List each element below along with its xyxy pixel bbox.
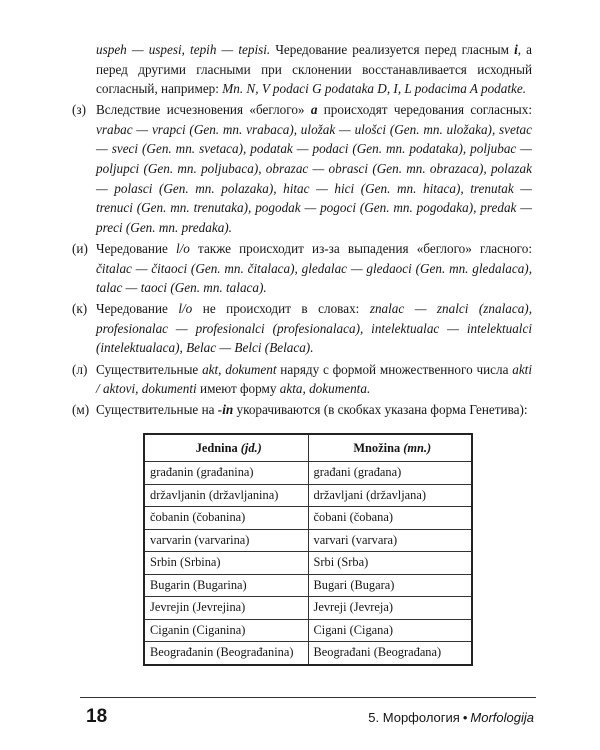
text: происходят чередования согласных:	[317, 102, 532, 118]
table-row	[144, 619, 472, 642]
table-row	[144, 642, 472, 665]
column-header-singular	[144, 434, 308, 462]
item-label: (л)	[72, 361, 88, 377]
table-row	[144, 507, 472, 530]
singular-cell: Beograđanin (Beograđanina)	[144, 642, 308, 665]
example-forms: akta, dokumenta.	[279, 381, 371, 397]
example-words: čitalac — čitaoci (Gen. mn. čitalaca), gledalac — gledaoci (Gen. mn. gledalaca), talac — taoci (Gen. mn. talaca).	[96, 260, 532, 296]
plural-cell: varvari (varvara)	[308, 529, 472, 552]
list-item-m	[72, 400, 532, 420]
plural-cell: Jevreji (Jevreja)	[308, 597, 472, 620]
singular-cell: varvarin (varvarina)	[144, 529, 308, 552]
text: Существительные на	[96, 402, 218, 418]
fleeting-vowel: a	[310, 102, 318, 118]
plural-cell: čobani (čobana)	[308, 507, 472, 530]
plural-cell: državljani (državljana)	[308, 484, 472, 507]
singular-cell: građanin (građanina)	[144, 462, 308, 485]
table-body	[144, 462, 472, 665]
table-row	[144, 552, 472, 575]
example-forms: Mn. N, V podaci G podataka D, I, L podacima A podatke.	[222, 81, 527, 97]
text: наряду с формой множественного числа	[276, 361, 513, 377]
list-item-k	[72, 299, 533, 358]
plural-cell: Beograđani (Beograđana)	[308, 642, 472, 665]
item-label: (к)	[72, 301, 88, 317]
example-words: vrabac — vrapci (Gen. mn. vrabaca), uložak — ulošci (Gen. mn. uložaka), svetac — sveci (Gen. mn. svetaca), podatak — podaci (Gen. mn. podataka), poljubac — poljupci (Gen. mn. poljubaca), obrazac — obrasci (Gen. mn. obrazaca), polazak — polasci (Gen. mn. polazaka), hitac — hici (Gen. mn. hitaca), trenutak — trenuci (Gen. mn. trenutaka), pogodak — pogoci (Gen. mn. pogodaka), predak — preci (Gen. mn. predaka).	[96, 121, 532, 235]
text: Существительные	[96, 361, 203, 377]
suffix: -in	[217, 402, 234, 418]
text: Jednina	[195, 440, 241, 455]
singular-cell: državljanin (državljanina)	[144, 484, 308, 507]
singular-cell: Ciganin (Ciganina)	[144, 619, 308, 642]
table-row	[144, 597, 472, 620]
text: Чередование	[96, 240, 176, 256]
example-words: znalac — znalci (znalaca), profesionalac — profesionalci (profesionalaca), intelektualac — intelektualci (intelektualaca), Belac — Belci (Belaca).	[96, 301, 533, 356]
item-label: (и)	[72, 240, 88, 256]
running-footer	[368, 710, 534, 725]
chapter-title-latin: Morfologija	[470, 710, 534, 725]
declension-table	[143, 433, 473, 666]
text: Množina	[353, 440, 404, 455]
item-label: (м)	[72, 402, 90, 418]
table-row	[144, 462, 472, 485]
plural-cell: građani (građana)	[308, 462, 472, 485]
table-row	[144, 484, 472, 507]
table-row	[144, 529, 472, 552]
text: укорачиваются (в скобках указана форма Генетива):	[233, 402, 528, 418]
text: не происходит в словах:	[192, 301, 370, 317]
plural-cell: Cigani (Cigana)	[308, 619, 472, 642]
table	[143, 433, 473, 666]
text: также происходит из-за выпадения «беглого» гласного:	[189, 240, 532, 256]
table-header-row	[144, 434, 472, 462]
text: имеют форму	[196, 381, 280, 397]
text: Вследствие исчезновения «беглого»	[96, 102, 311, 118]
page-number: 18	[86, 706, 108, 727]
example-words: uspeh — uspesi, tepih — tepisi.	[96, 42, 271, 57]
footer-divider	[80, 697, 536, 698]
text: Чередование	[96, 301, 179, 317]
paragraph-continuation	[96, 40, 532, 99]
example-words: akt, dokument	[202, 361, 277, 377]
abbreviation: (mn.)	[403, 440, 432, 455]
singular-cell: čobanin (čobanina)	[144, 507, 308, 530]
singular-cell: Jevrejin (Jevrejina)	[144, 597, 308, 620]
abbreviation: (jd.)	[240, 440, 262, 455]
column-header-plural	[308, 434, 472, 462]
separator: •	[462, 710, 468, 725]
text: Чередование реализуется перед гласным	[270, 42, 515, 57]
table-row	[144, 574, 472, 597]
alternation: l/o	[175, 240, 190, 256]
list-item-l	[72, 360, 532, 399]
plural-cell: Srbi (Srba)	[308, 552, 472, 575]
chapter-title: 5. Морфология	[368, 710, 460, 725]
singular-cell: Bugarin (Bugarina)	[144, 574, 308, 597]
vowel-letter: i	[514, 42, 518, 57]
plural-cell: Bugari (Bugara)	[308, 574, 472, 597]
list-item-z	[72, 100, 532, 237]
list-item-i	[72, 239, 532, 298]
text: , а перед другими гласными при склонении восстанавливается исходный согласный, например:	[96, 42, 532, 97]
singular-cell: Srbin (Srbina)	[144, 552, 308, 575]
example-forms: akti / aktovi, dokumenti	[96, 361, 532, 397]
item-label: (з)	[72, 102, 86, 118]
alternation: l/o	[178, 301, 193, 317]
body-text	[72, 40, 533, 421]
